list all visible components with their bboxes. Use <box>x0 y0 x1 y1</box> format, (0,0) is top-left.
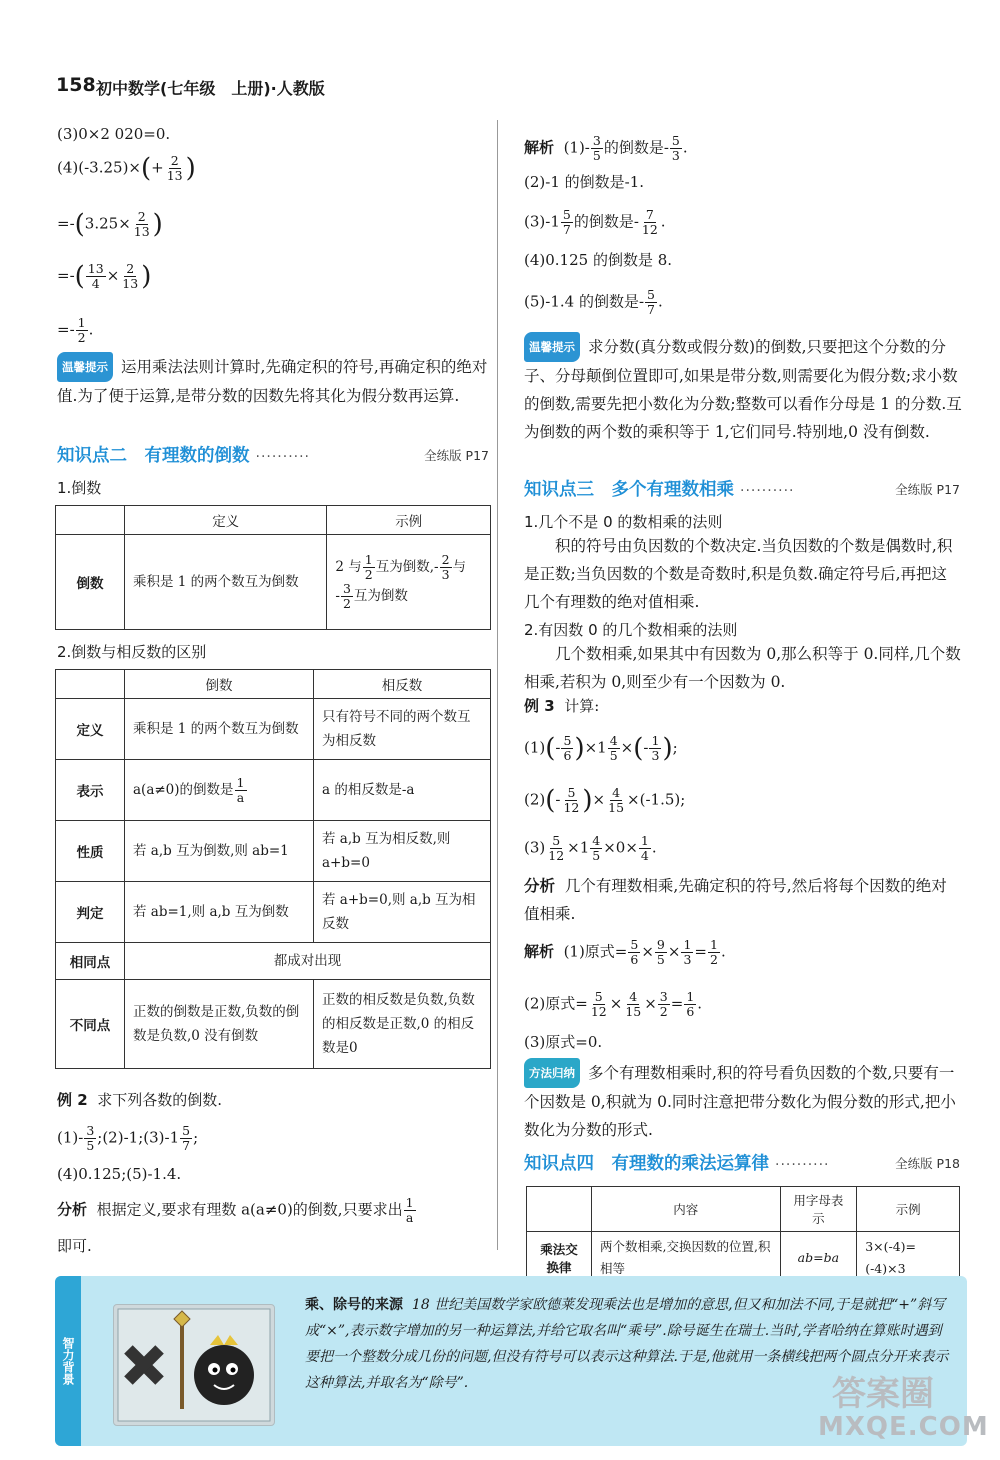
example-2-items-2: (4)0.125;(5)-1.4. <box>57 1165 182 1183</box>
knowledge-point-4: 知识点四 有理数的乘法运算律 ·········· 全练版 P18 <box>524 1154 960 1174</box>
example-3-p1: (1)(- $\frac{5}{6}$ )×1 $\frac{4}{5}$ ×(- $\frac{1}{3}$ ); <box>524 733 678 764</box>
solution-line-5: (5)-1.4 的倒数是- $\frac{5}{7}$ . <box>524 287 663 317</box>
example-2: 例 2 求下列各数的倒数. <box>57 1091 222 1109</box>
section-reciprocal: 1.倒数 <box>57 479 102 497</box>
page-title: 初中数学(七年级 上册)·人教版 <box>96 79 325 98</box>
example-3-solution-3: (3)原式=0. <box>524 1033 603 1051</box>
tip-badge: 方法归纳 <box>524 1058 580 1088</box>
watermark-logo: 答案圈 <box>832 1374 934 1414</box>
example-3-solution-2: (2)原式= $\frac{5}{12}$ × $\frac{4}{15}$ × $\frac{3}{2}$ = $\frac{1}{6}$ . <box>524 989 703 1019</box>
rule-1-title: 1.几个不是 0 的数相乘的法则 <box>524 513 723 531</box>
banner-side-label: 智力背景 <box>55 1276 81 1446</box>
example-3-solution-1: 解析 (1)原式= $\frac{5}{6}$ × $\frac{9}{5}$ × $\frac{1}{3}$ = $\frac{1}{2}$ . <box>524 937 726 967</box>
tip-multiplication: 温馨提示 运用乘法法则计算时,先确定积的符号,再确定积的绝对值.为了便于运算,是带分数的因数先将其化为假分数再运算. <box>57 352 489 410</box>
example-3-analysis: 分析 几个有理数相乘,先确定积的符号,然后将每个因数的绝对值相乘. <box>524 877 947 923</box>
example-2-analysis: 分析 根据定义,要求有理数 a(a≠0)的倒数,只要求出 $\frac{1}{a}$ <box>57 1195 414 1225</box>
calc-line-3: (3)0×2 020=0. <box>57 125 171 143</box>
solution-line-3: (3)-1 $\frac{5}{7}$ 的倒数是- $\frac{7}{12}$ . <box>524 207 666 237</box>
example-3: 例 3 计算: <box>524 697 600 715</box>
calc-line-5: =-(3.25× $\frac{2}{13}$ ) <box>57 209 163 240</box>
knowledge-point-2: 知识点二 有理数的倒数 ·········· 全练版 P17 <box>57 446 489 466</box>
calc-line-7: =- $\frac{1}{2}$ . <box>57 315 94 345</box>
calc-line-6: =-( $\frac{13}{4}$ × $\frac{2}{13}$ ) <box>57 261 152 292</box>
difference-table: 倒数 相反数 定义 乘积是 1 的两个数互为倒数 只有符号不同的两个数互为相反数 表示 a(a≠0)的倒数是 $\frac{1}{a}$ a 的相反数是-a 性质 若 a,b 互为倒数,则 ab=1 若 a,b 互为相反数,则 a+b=0 判定 若 ab=1,则 a,b 互为倒数 若 a+b=0,则 a,b 互为相反数 相同点 都成对出现 不同点 正数的倒数是正数,负数的倒数是负数,0 没有倒数 正数的相反数是负数,负数的相反数是正数,0 的相反数是0 <box>55 669 491 1069</box>
column-divider <box>497 120 498 1250</box>
rule-2-text: 几个数相乘,如果其中有因数为 0,那么积等于 0.同样,几个数相乘,若积为 0,则至少有一个因数为 0. <box>524 645 961 691</box>
example-3-p3: (3) $\frac{5}{12}$ ×1 $\frac{4}{5}$ ×0× $\frac{1}{4}$ . <box>524 833 657 863</box>
example-3-p2: (2)(- $\frac{5}{12}$ )× $\frac{4}{15}$ ×(-1.5); <box>524 785 686 816</box>
calc-line-4: (4)(-3.25)×(+ $\frac{2}{13}$ ) <box>57 153 196 184</box>
example-2-analysis-end: 即可. <box>57 1237 92 1255</box>
banner-text: 乘、除号的来源 18 世纪美国数学家欧德莱发现乘法也是增加的意思,但又和加法不同,于是就把“+”斜写成“×”,表示数字增加的另一种运算法,并给它取名叫“乘号”.除号诞生在瑞士.当时,学者哈纳在算账时遇到要把一个整数分成几份的问题,但没有符号可以表示这种算法.于是,他就用一条横线把两个圆点分开来表示这种算法,并取名为“除号”. <box>305 1297 949 1391</box>
tip-badge: 温馨提示 <box>524 332 580 362</box>
reciprocal-table: 定义 示例 倒数 乘积是 1 的两个数互为倒数 2 与 $\frac{1}{2}$ 互为倒数,- $\frac{2}{3}$ 与 - $\frac{3}{2}$ 互为倒数 <box>55 505 491 630</box>
example-2-items-1: (1)- $\frac{3}{5}$ ;(2)-1;(3)-1 $\frac{5}{7}$ ; <box>57 1123 199 1153</box>
rule-1-text: 积的符号由负因数的个数决定.当负因数的个数是偶数时,积是正数;当负因数的个数是奇数时,积是负数.确定符号后,再把这几个有理数的绝对值相乘. <box>524 537 953 611</box>
section-difference: 2.倒数与相反数的区别 <box>57 643 207 661</box>
solution-line-4: (4)0.125 的倒数是 8. <box>524 251 673 269</box>
solution-line-1: 解析 (1)- $\frac{3}{5}$ 的倒数是- $\frac{5}{3}$ . <box>524 133 688 163</box>
page-number: 158 <box>56 74 96 96</box>
rule-2-title: 2.有因数 0 的几个数相乘的法则 <box>524 621 738 639</box>
law-table: 内容 用字母表示 示例 乘法交换律 两个数相乘,交换因数的位置,积相等 ab=ba 3×(-4)=(-4)×3 <box>526 1186 960 1285</box>
watermark-site: MXQE.COM <box>818 1412 989 1442</box>
cartoon-illustration <box>113 1304 275 1426</box>
tip-badge: 温馨提示 <box>57 352 113 382</box>
tip-method: 方法归纳 多个有理数相乘时,积的符号看负因数的个数,只要有一个因数是 0,积就为 0.同时注意把带分数化为假分数的形式,把小数化为分数的形式. <box>524 1058 962 1144</box>
knowledge-point-3: 知识点三 多个有理数相乘 ·········· 全练版 P17 <box>524 480 960 500</box>
solution-line-2: (2)-1 的倒数是-1. <box>524 173 645 191</box>
tip-reciprocal: 温馨提示 求分数(真分数或假分数)的倒数,只要把这个分数的分子、分母颠倒位置即可,如果是带分数,则需要化为假分数;求小数的倒数,需要先把小数化为分数;整数可以看作分母是 1 的分数.互为倒数的两个数的乘积等于 1,它们同号.特别地,0 没有倒数. <box>524 332 962 446</box>
